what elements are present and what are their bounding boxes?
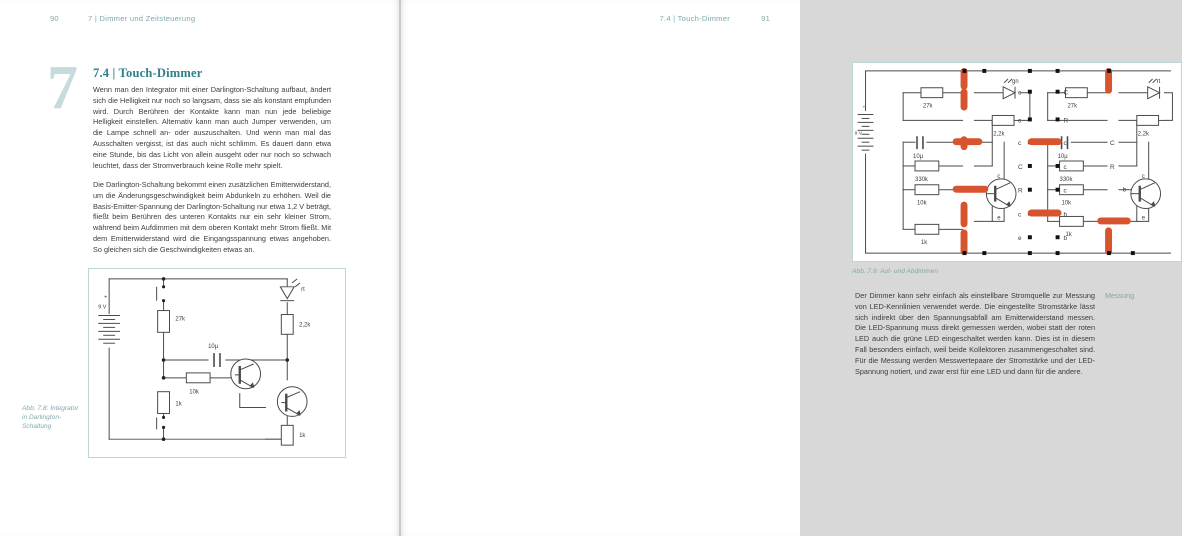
- paragraph-text: Die Darlington-Schaltung bekommt einen zusätzlichen Emitterwiderstand, um die Änderungsgeschwindigkeit beim Abdunkeln zu erhöhen. Weil die Basis-Emitter-Spannung der Darlington-Schaltung nur etwa 1,2 V beträgt, fließt beim Berühren des unteren Kontakts nur ein sehr kleiner Strom, während beim Aufdimmen mit dem oberen Kontakt mehr Strom fließt. Mit dem Emitterwiderstand wird die Eingangsspannung etwas angehoben. So gleichen sich die Geschwindigkeiten etwas an.: [93, 180, 331, 254]
- svg-text:c: c: [1017, 140, 1022, 148]
- svg-text:C: C: [1063, 89, 1069, 97]
- svg-text:2,2k: 2,2k: [299, 322, 311, 329]
- section-title: 7.4 | Touch-Dimmer: [93, 66, 203, 80]
- svg-text:e: e: [997, 215, 1001, 222]
- spread-gutter: [399, 0, 401, 536]
- svg-text:rt: rt: [301, 286, 305, 293]
- figure-caption-right: Abb. 7.9: Auf- und Abdimmen: [852, 268, 939, 275]
- svg-text:b: b: [1122, 187, 1127, 194]
- paragraph-text: Der Dimmer kann sehr einfach als einstellbare Stromquelle zur Messung von LED-Kennlinien verwendet werde. Die eingestellte Stromstärke lässt sich indirekt über den Spannungsabfall am Emitterwiderstand messen. Die LED-Spannung muss direkt gemessen werden, wobei statt der roten LED auch die grüne LED eingeschaltet werden kann. Dies ist in diesem Fall besonders einfach, weil beide Kollektoren zusammengeschaltet sind. Für die Messung werden Messwertepaare der Stromstärke und der LED-Spannung notiert, und zwar erst für eine LED und dann für die andere.: [855, 291, 1095, 376]
- svg-text:e: e: [1141, 215, 1146, 222]
- svg-text:1k: 1k: [175, 401, 182, 408]
- folio-left: 90: [50, 14, 59, 23]
- svg-text:27k: 27k: [175, 316, 186, 323]
- body-paragraph-1: [93, 85, 331, 179]
- svg-text:+: +: [104, 294, 108, 301]
- svg-text:c: c: [1017, 117, 1022, 125]
- svg-text:10µ: 10µ: [1057, 154, 1068, 161]
- svg-text:c: c: [1017, 211, 1022, 219]
- svg-text:10µ: 10µ: [208, 344, 219, 351]
- body-paragraph-right: [855, 291, 1095, 377]
- figure-7-9: [852, 62, 1182, 262]
- figure-7-8: [88, 268, 346, 458]
- svg-text:10k: 10k: [189, 389, 199, 396]
- paragraph-text: Wenn man den Integrator mit einer Darlington-Schaltung aufbaut, ändert sich die Helligkeit nur noch so langsam, dass sie als konstant empfunden wird. Durch Berühren der Kontakte kann man nun jede beliebige Helligkeit einstellen. Alternativ kann man auch Jumper verwenden, um die Lampe schnell an- oder auszuschalten. Und wenn man mal das Ausschalten vergisst, ist das auch nicht schlimm. Es dauert dann etwa eine Stunde, bis das Licht von allein ausgeht oder nur noch so schwach leuchtet, dass der Stromverbrauch keine Rolle mehr spielt.: [93, 85, 331, 170]
- figure-caption-left: Abb. 7.8: Integrator in Darlington-Schaltung: [22, 405, 79, 431]
- page-right: [400, 0, 1161, 536]
- body-paragraph-2: [93, 180, 331, 264]
- svg-text:2,2k: 2,2k: [993, 131, 1005, 138]
- svg-text:c: c: [1141, 173, 1145, 180]
- svg-text:1k: 1k: [1065, 232, 1072, 239]
- svg-text:R: R: [1017, 187, 1023, 195]
- svg-text:2,2k: 2,2k: [1137, 131, 1150, 138]
- svg-text:10k: 10k: [917, 200, 927, 207]
- svg-text:9 V: 9 V: [854, 131, 863, 137]
- margin-note: Messung: [1105, 291, 1135, 300]
- jumper-wires: [953, 68, 1131, 255]
- svg-text:gn: gn: [1012, 78, 1019, 85]
- svg-text:10µ: 10µ: [913, 154, 924, 161]
- svg-text:e: e: [1017, 235, 1022, 243]
- svg-text:c: c: [1063, 187, 1067, 195]
- svg-text:9 V: 9 V: [98, 304, 107, 311]
- svg-text:330k: 330k: [915, 176, 928, 183]
- running-head-left: 7 | Dimmer und Zeitsteuerung: [88, 14, 196, 23]
- svg-text:C: C: [1110, 140, 1115, 148]
- folio-right: 91: [761, 14, 770, 23]
- svg-text:R: R: [1110, 163, 1115, 171]
- svg-text:C: C: [1017, 163, 1023, 171]
- svg-text:27k: 27k: [1067, 103, 1078, 110]
- svg-text:330k: 330k: [1059, 176, 1073, 183]
- svg-text:b: b: [1063, 235, 1068, 243]
- page-left: [0, 0, 400, 536]
- svg-text:10k: 10k: [1061, 200, 1072, 207]
- svg-text:c: c: [997, 173, 1001, 180]
- svg-text:c: c: [1063, 163, 1067, 171]
- svg-text:c: c: [1063, 140, 1067, 148]
- svg-text:1k: 1k: [299, 433, 306, 440]
- chapter-numeral: 7: [47, 54, 78, 122]
- svg-text:rt: rt: [1156, 78, 1161, 85]
- svg-text:R: R: [1063, 117, 1069, 125]
- svg-text:27k: 27k: [922, 103, 933, 110]
- svg-text:+: +: [862, 105, 866, 111]
- running-head-right: 7.4 | Touch-Dimmer: [659, 14, 730, 23]
- svg-text:c: c: [1017, 89, 1022, 97]
- svg-text:b: b: [1063, 211, 1068, 219]
- svg-text:1k: 1k: [920, 240, 928, 247]
